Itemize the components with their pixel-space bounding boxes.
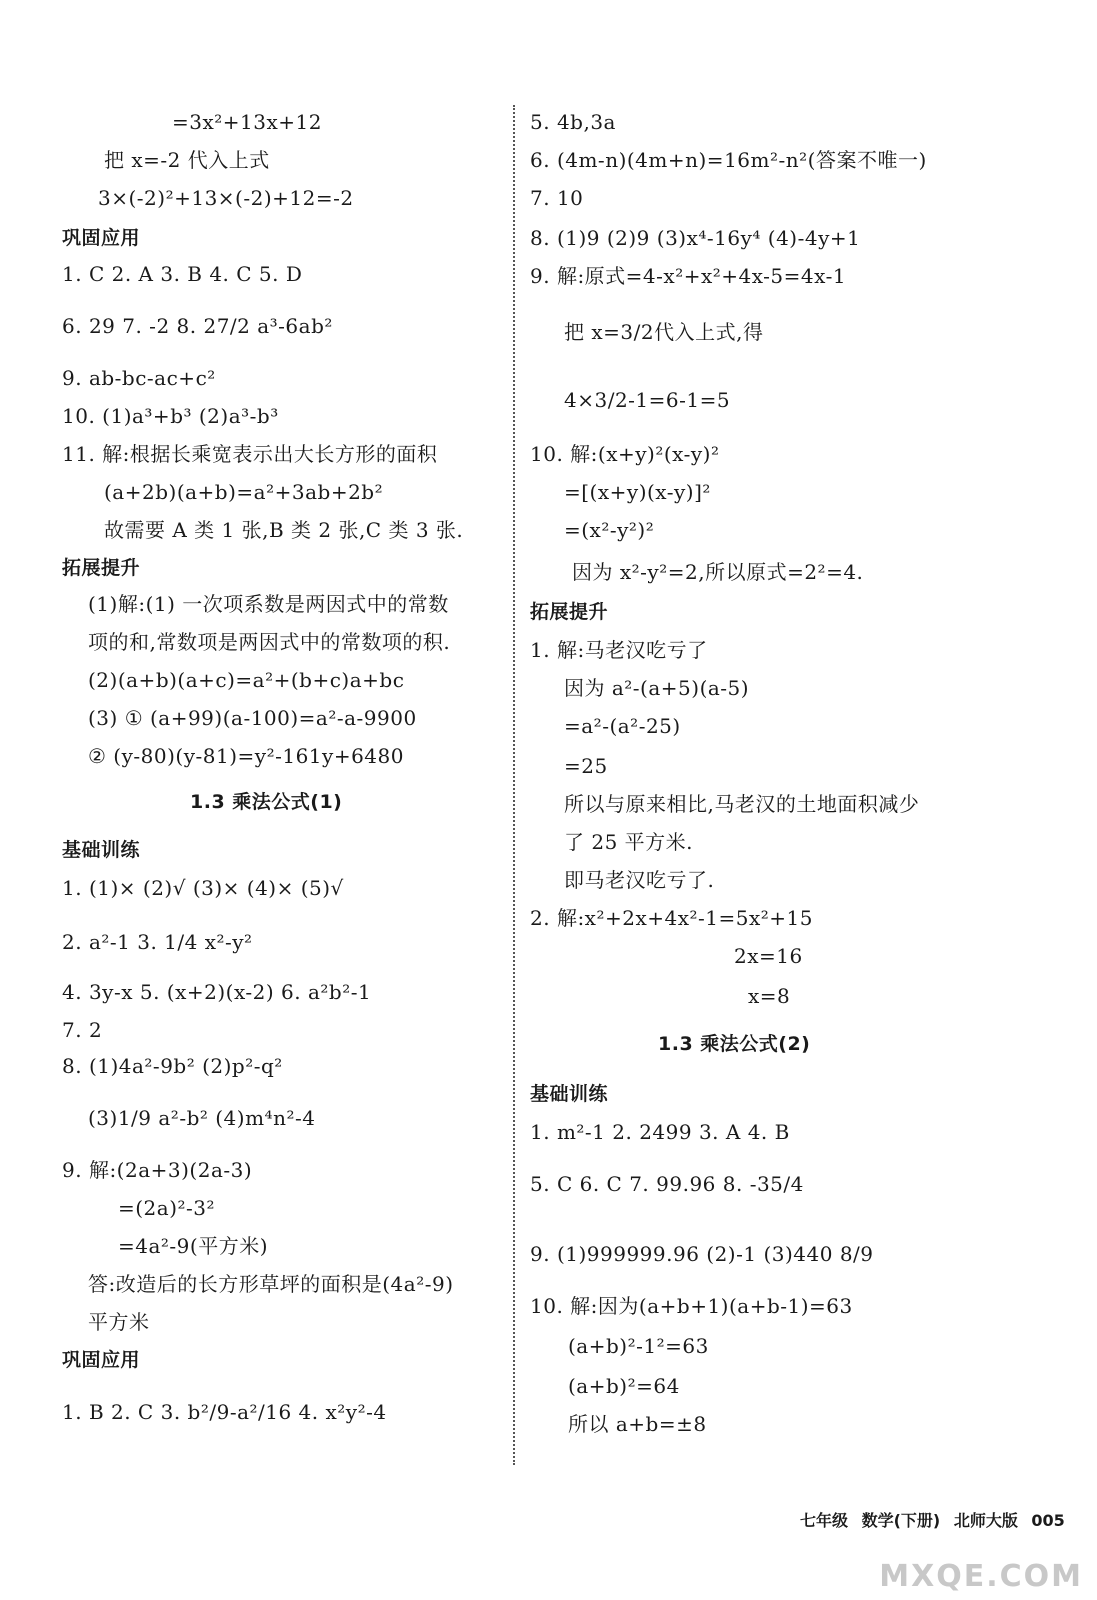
answer-line: 7. 10: [530, 186, 584, 210]
answer-line: 8. (1)4a²-9b² (2)p²-q²: [62, 1054, 283, 1078]
answer-line: 答:改造后的长方形草坪的面积是(4a²-9): [88, 1272, 454, 1296]
answer-line: 把 x=-2 代入上式: [104, 148, 270, 172]
answer-line: (a+b)²-1²=63: [568, 1334, 709, 1358]
answer-line: =(x²-y²)²: [564, 518, 655, 542]
section-heading: 拓展提升: [62, 557, 141, 579]
answer-line: 项的和,常数项是两因式中的常数项的积.: [88, 630, 451, 654]
answer-line: =(2a)²-3²: [118, 1196, 216, 1220]
section-heading: 巩固应用: [62, 1349, 141, 1371]
answer-line: 9. 解:原式=4-x²+x²+4x-5=4x-1: [530, 264, 847, 288]
lesson-title: 1.3 乘法公式(1): [190, 791, 343, 813]
answer-line: =4a²-9(平方米): [118, 1234, 269, 1258]
answer-line: (a+b)²=64: [568, 1374, 680, 1398]
answer-line: =25: [564, 754, 608, 778]
footer-edition: 北师大版: [953, 1511, 1018, 1530]
answer-line: 1. B 2. C 3. b²/9-a²/16 4. x²y²-4: [62, 1400, 387, 1424]
answer-line: 所以与原来相比,马老汉的土地面积减少: [564, 792, 920, 816]
answer-line: 8. (1)9 (2)9 (3)x⁴-16y⁴ (4)-4y+1: [530, 226, 861, 250]
section-heading: 基础训练: [530, 1083, 609, 1105]
answer-line: 1. C 2. A 3. B 4. C 5. D: [62, 262, 303, 286]
answer-line: 即马老汉吃亏了.: [564, 868, 715, 892]
page-footer: [800, 1508, 1073, 1531]
footer-page-number: 005: [1031, 1511, 1065, 1530]
answer-line: 因为 x²-y²=2,所以原式=2²=4.: [572, 560, 864, 584]
answer-line: (1)解:(1) 一次项系数是两因式中的常数: [88, 592, 449, 616]
answer-line: ② (y-80)(y-81)=y²-161y+6480: [88, 744, 404, 768]
answer-line: 平方米: [88, 1310, 150, 1334]
lesson-title: 1.3 乘法公式(2): [658, 1033, 811, 1055]
answer-line: (a+2b)(a+b)=a²+3ab+2b²: [104, 480, 384, 504]
answer-line: 把 x=3/2代入上式,得: [564, 320, 764, 344]
answer-line: 4×3/2-1=6-1=5: [564, 388, 731, 412]
answer-line: 2x=16: [734, 944, 803, 968]
answer-line: 因为 a²-(a+5)(a-5): [564, 676, 750, 700]
column-divider: [513, 105, 515, 1465]
answer-line: 6. 29 7. -2 8. 27/2 a³-6ab²: [62, 314, 333, 338]
section-heading: 拓展提升: [530, 601, 609, 623]
answer-line: 5. 4b,3a: [530, 110, 616, 134]
answer-line: =3x²+13x+12: [172, 110, 322, 134]
answer-line: (3)1/9 a²-b² (4)m⁴n²-4: [88, 1106, 316, 1130]
footer-subject: 数学(下册): [861, 1511, 941, 1530]
answer-line: 1. 解:马老汉吃亏了: [530, 638, 708, 662]
answer-line: 2. 解:x²+2x+4x²-1=5x²+15: [530, 906, 813, 930]
answer-line: =[(x+y)(x-y)]²: [564, 480, 711, 504]
answer-line: 9. 解:(2a+3)(2a-3): [62, 1158, 253, 1182]
footer-grade: 七年级: [800, 1511, 849, 1530]
section-heading: 巩固应用: [62, 227, 141, 249]
answer-line: 3×(-2)²+13×(-2)+12=-2: [98, 186, 354, 210]
answer-line: 9. ab-bc-ac+c²: [62, 366, 216, 390]
answer-line: 9. (1)999999.96 (2)-1 (3)440 8/9: [530, 1242, 874, 1266]
answer-line: x=8: [748, 984, 791, 1008]
section-heading: 基础训练: [62, 839, 141, 861]
answer-line: 10. 解:(x+y)²(x-y)²: [530, 442, 720, 466]
answer-line: 1. (1)× (2)√ (3)× (4)× (5)√: [62, 876, 344, 900]
answer-line: 2. a²-1 3. 1/4 x²-y²: [62, 930, 253, 954]
answer-line: (3) ① (a+99)(a-100)=a²-a-9900: [88, 706, 417, 730]
answer-line: 1. m²-1 2. 2499 3. A 4. B: [530, 1120, 790, 1144]
answer-line: 故需要 A 类 1 张,B 类 2 张,C 类 3 张.: [104, 518, 464, 542]
answer-line: 4. 3y-x 5. (x+2)(x-2) 6. a²b²-1: [62, 980, 372, 1004]
answer-line: 10. 解:因为(a+b+1)(a+b-1)=63: [530, 1294, 853, 1318]
answer-line: 11. 解:根据长乘宽表示出大长方形的面积: [62, 442, 438, 466]
answer-line: 所以 a+b=±8: [568, 1412, 707, 1436]
answer-line: 6. (4m-n)(4m+n)=16m²-n²(答案不唯一): [530, 148, 927, 172]
answer-line: 10. (1)a³+b³ (2)a³-b³: [62, 404, 279, 428]
answer-line: 5. C 6. C 7. 99.96 8. -35/4: [530, 1172, 804, 1196]
answer-line: =a²-(a²-25): [564, 714, 681, 738]
answer-line: 了 25 平方米.: [564, 830, 694, 854]
answer-line: (2)(a+b)(a+c)=a²+(b+c)a+bc: [88, 668, 405, 692]
answer-line: 7. 2: [62, 1018, 103, 1042]
watermark-logo: MXQE.COM: [879, 1559, 1083, 1594]
